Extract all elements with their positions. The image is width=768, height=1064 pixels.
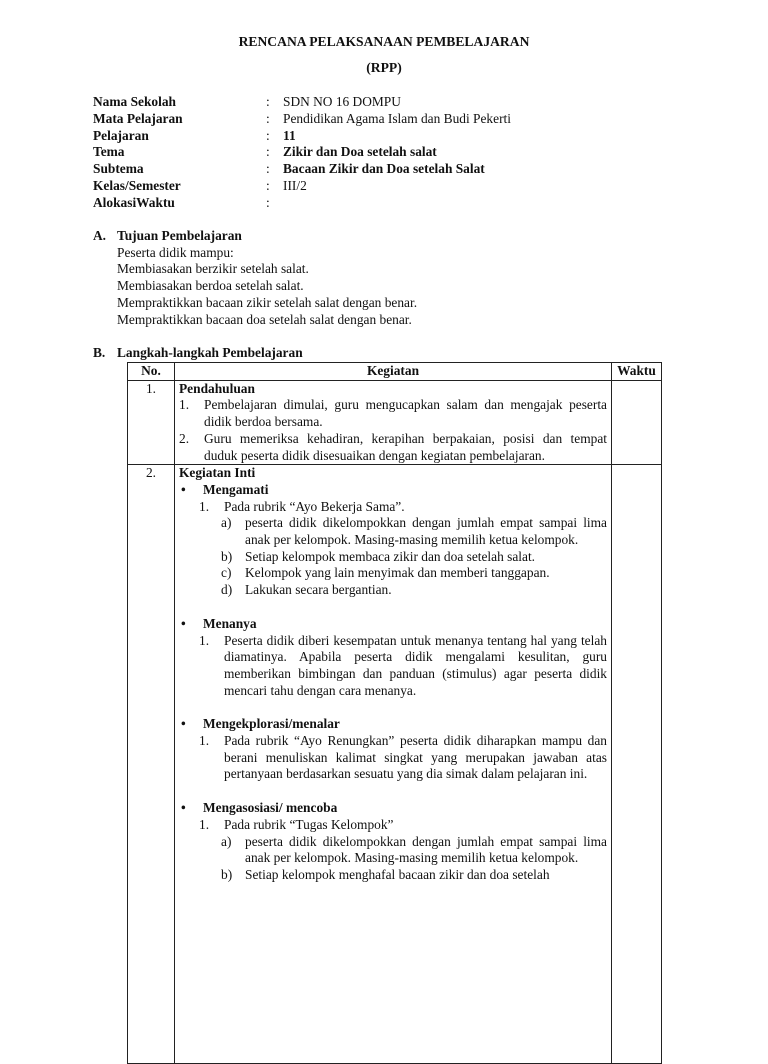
item-letter: b) — [221, 548, 233, 564]
item-text: Lakukan secara bergantian. — [245, 582, 392, 598]
bullet-icon: • — [181, 481, 186, 497]
list-item — [179, 733, 607, 783]
sub-list-item — [179, 515, 607, 548]
time-cell — [612, 380, 662, 465]
activity-title: Pendahuluan — [179, 380, 255, 396]
info-label: Tema — [93, 144, 125, 160]
spacer — [179, 783, 607, 800]
document-subtitle: (RPP) — [366, 60, 402, 75]
info-value: Zikir dan Doa setelah salat — [283, 144, 437, 160]
header-kegiatan: Kegiatan — [175, 363, 612, 381]
info-label: Kelas/Semester — [93, 177, 181, 193]
bullet-heading — [179, 716, 607, 733]
info-colon: : — [266, 110, 270, 126]
table-row — [128, 465, 662, 1064]
table-header-row — [128, 363, 662, 381]
info-row — [93, 195, 653, 212]
section-title: Langkah-langkah Pembelajaran — [117, 345, 303, 360]
item-text: Pada rubrik “Ayo Renungkan” peserta didik diharapkan mampu dan berani menuliskan kalimat singkat yang merupakan jawaban atas pertanyaan berdasarkan sesuatu yang dia simak dalam pelajaran ini. — [224, 733, 607, 782]
info-label: Nama Sekolah — [93, 94, 176, 109]
activity-cell — [175, 465, 612, 1064]
info-label: Subtema — [93, 161, 144, 177]
sub-list-item — [179, 867, 607, 884]
identity-block — [93, 94, 653, 212]
bullet-title: Mengamati — [203, 481, 269, 497]
info-row — [93, 94, 653, 111]
item-text: peserta didik dikelompokkan dengan jumlah empat sampai lima anak per kelompok. Masing-masing memilih ketua kelompok. — [245, 515, 607, 548]
header-waktu: Waktu — [612, 363, 662, 381]
item-number: 1. — [199, 816, 210, 832]
bullet-icon: • — [181, 716, 186, 732]
activity-content — [179, 465, 607, 1063]
item-text: peserta didik dikelompokkan dengan jumlah empat sampai lima anak per kelompok. Masing-masing memilih ketua kelompok. — [245, 833, 607, 866]
item-letter: a) — [221, 833, 232, 849]
activity-title: Kegiatan Inti — [179, 465, 256, 481]
objective-line: Mempraktikkan bacaan doa setelah salat dengan benar. — [117, 311, 412, 327]
bullet-heading — [179, 482, 607, 499]
list-item — [179, 397, 607, 430]
info-colon: : — [266, 177, 270, 193]
bullet-heading — [179, 800, 607, 817]
item-text: Guru memeriksa kehadiran, kerapihan berpakaian, posisi dan tempat duduk peserta didik disesuaikan dengan kegiatan pembelajaran. — [204, 430, 607, 463]
info-value: Bacaan Zikir dan Doa setelah Salat — [283, 161, 485, 177]
info-value: SDN NO 16 DOMPU — [283, 94, 401, 109]
info-colon: : — [266, 161, 270, 177]
info-label: Mata Pelajaran — [93, 110, 183, 126]
table-row — [128, 380, 662, 465]
objectives-list — [93, 245, 653, 329]
sub-list-item — [179, 582, 607, 599]
info-row — [93, 111, 653, 128]
time-cell — [612, 465, 662, 1064]
bullet-title: Menanya — [203, 615, 257, 631]
section-letter: A. — [93, 228, 107, 243]
info-colon: : — [266, 94, 270, 109]
item-text: Pada rubrik “Ayo Bekerja Sama”. — [224, 498, 405, 514]
info-row — [93, 161, 653, 178]
objective-line: Membiasakan berzikir setelah salat. — [117, 261, 309, 277]
spacer — [179, 599, 607, 616]
info-colon: : — [266, 127, 270, 143]
item-letter: b) — [221, 866, 233, 882]
section-heading — [93, 228, 653, 245]
item-number: 2. — [179, 430, 190, 446]
document-title: RENCANA PELAKSANAAN PEMBELAJARAN — [238, 34, 530, 49]
section-heading — [93, 345, 653, 362]
list-item — [179, 817, 607, 834]
row-number: 1. — [128, 380, 175, 465]
item-text: Pada rubrik “Tugas Kelompok” — [224, 816, 394, 832]
sub-list-item — [179, 565, 607, 582]
info-row — [93, 144, 653, 161]
section-letter: B. — [93, 345, 106, 360]
header-no: No. — [128, 363, 175, 381]
item-text: Peserta didik diberi kesempatan untuk menanya tentang hal yang telah diamatinya. Apabila peserta didik mengalami kesulitan, guru memberikan bimbingan dan panduan (stimulus) agar peserta didik mencari tahu dengan cara menanya. — [224, 632, 607, 698]
info-label: AlokasiWaktu — [93, 194, 175, 210]
objective-line: Membiasakan berdoa setelah salat. — [117, 278, 304, 294]
item-text: Setiap kelompok menghafal bacaan zikir dan doa setelah — [245, 866, 550, 882]
info-row — [93, 178, 653, 195]
item-letter: c) — [221, 565, 232, 581]
spacer — [179, 699, 607, 716]
item-letter: d) — [221, 582, 233, 598]
bullet-icon: • — [181, 800, 186, 816]
sub-list-item — [179, 834, 607, 867]
bullet-heading — [179, 616, 607, 633]
section-learning-steps — [93, 345, 653, 362]
item-text: Pembelajaran dimulai, guru mengucapkan salam dan mengajak peserta didik berdoa bersama. — [204, 397, 607, 430]
list-item — [179, 633, 607, 700]
bullet-title: Mengasosiasi/ mencoba — [203, 800, 338, 816]
item-number: 1. — [199, 498, 210, 514]
info-colon: : — [266, 144, 270, 160]
item-number: 1. — [179, 397, 190, 413]
section-title: Tujuan Pembelajaran — [117, 228, 242, 243]
info-row — [93, 128, 653, 145]
item-letter: a) — [221, 515, 232, 531]
info-value — [283, 195, 653, 212]
bullet-title: Mengekplorasi/menalar — [203, 716, 340, 732]
objective-line: Mempraktikkan bacaan zikir setelah salat dengan benar. — [117, 294, 418, 310]
section-learning-objectives — [93, 228, 653, 328]
bullet-icon: • — [181, 615, 186, 631]
learning-steps-table — [127, 362, 662, 1064]
objective-line: Peserta didik mampu: — [117, 244, 234, 260]
info-label: Pelajaran — [93, 127, 149, 143]
item-text: Setiap kelompok membaca zikir dan doa setelah salat. — [245, 548, 536, 564]
sub-list-item — [179, 549, 607, 566]
row-number: 2. — [128, 465, 175, 1064]
info-value: 11 — [283, 127, 296, 143]
info-value: Pendidikan Agama Islam dan Budi Pekerti — [283, 110, 511, 126]
activity-cell — [175, 380, 612, 465]
item-number: 1. — [199, 733, 210, 749]
list-item — [179, 431, 607, 464]
list-item — [179, 499, 607, 516]
item-number: 1. — [199, 632, 210, 648]
item-text: Kelompok yang lain menyimak dan memberi tanggapan. — [245, 565, 550, 581]
info-colon: : — [266, 194, 270, 210]
info-value: III/2 — [283, 177, 307, 193]
